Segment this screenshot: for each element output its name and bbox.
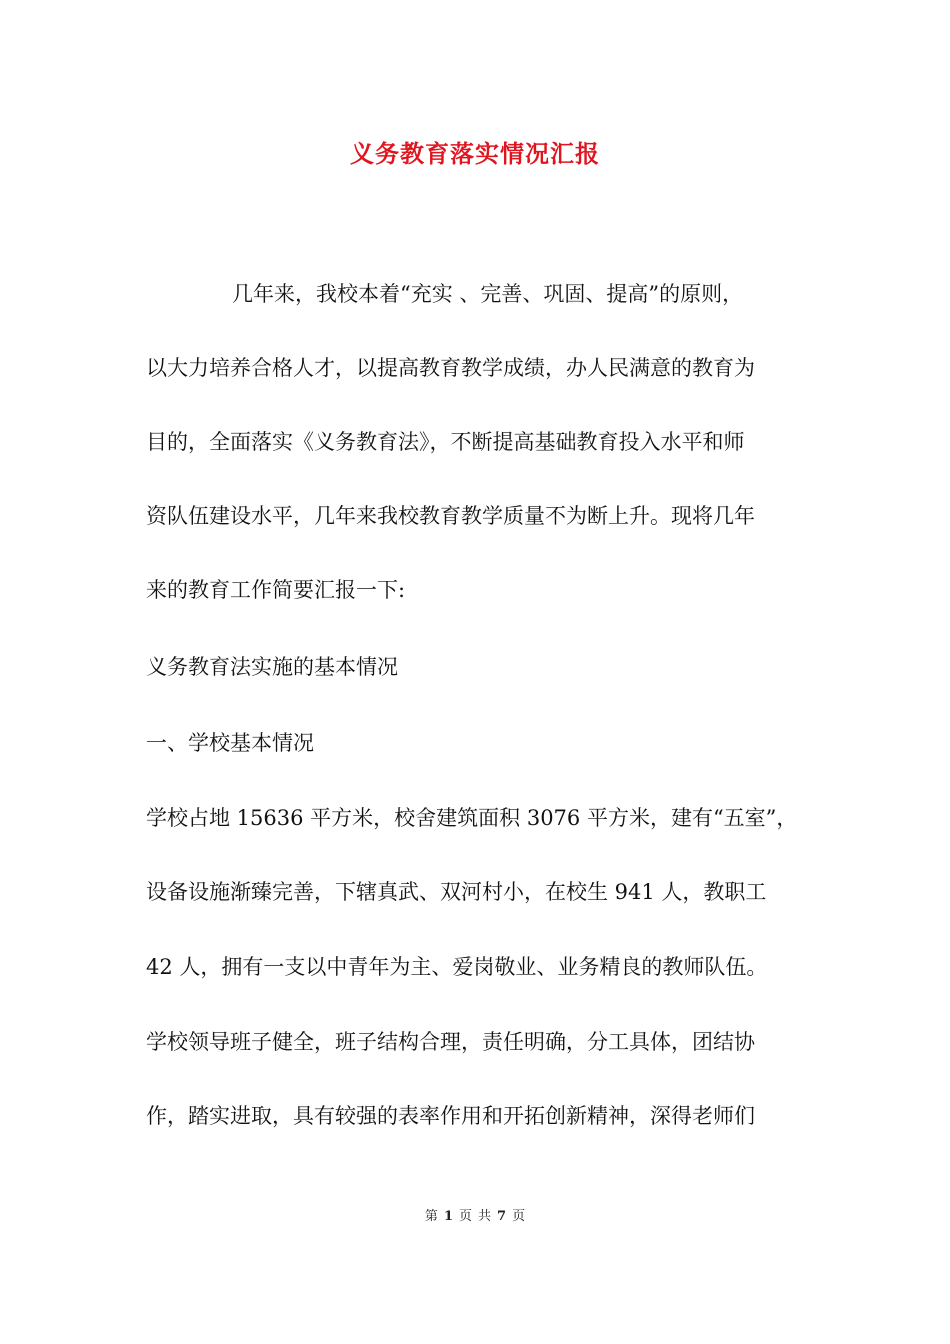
paragraph-line: 42 人，拥有一支以中青年为主、爱岗敬业、业务精良的教师队伍。: [146, 955, 768, 979]
paragraph-line: 目的，全面落实《义务教育法》，不断提高基础教育投入水平和师: [146, 430, 745, 454]
document-title: 义务教育落实情况汇报: [350, 139, 600, 168]
footer-prefix: 第: [424, 1209, 438, 1224]
footer-page-number: 1: [443, 1209, 453, 1224]
footer-total-pages: 7: [497, 1209, 507, 1224]
paragraph-line: 几年来，我校本着“充实 、完善、巩固、提高”的原则，: [232, 282, 744, 306]
paragraph-line: 设备设施渐臻完善，下辖真武、双河村小，在校生 941 人，教职工: [146, 880, 767, 904]
paragraph-line: 来的教育工作简要汇报一下:: [146, 578, 406, 602]
footer-middle-1: 页: [458, 1209, 472, 1224]
section-heading: 义务教育法实施的基本情况: [146, 655, 398, 679]
paragraph-line: 学校领导班子健全，班子结构合理，责任明确，分工具体，团结协: [146, 1030, 755, 1054]
footer-middle-2: 共: [478, 1209, 492, 1224]
paragraph-line: 以大力培养合格人才，以提高教育教学成绩，办人民满意的教育为: [146, 356, 755, 380]
paragraph-line: 学校占地 15636 平方米，校舍建筑面积 3076 平方米，建有“五室”，: [146, 806, 798, 830]
paragraph-line: 作，踏实进取，具有较强的表率作用和开拓创新精神，深得老师们: [146, 1104, 755, 1128]
footer-suffix: 页: [512, 1209, 526, 1224]
subsection-heading: 一、学校基本情况: [146, 731, 314, 755]
page-footer: [0, 1207, 950, 1227]
paragraph-line: 资队伍建设水平，几年来我校教育教学质量不为断上升。现将几年: [146, 504, 755, 528]
